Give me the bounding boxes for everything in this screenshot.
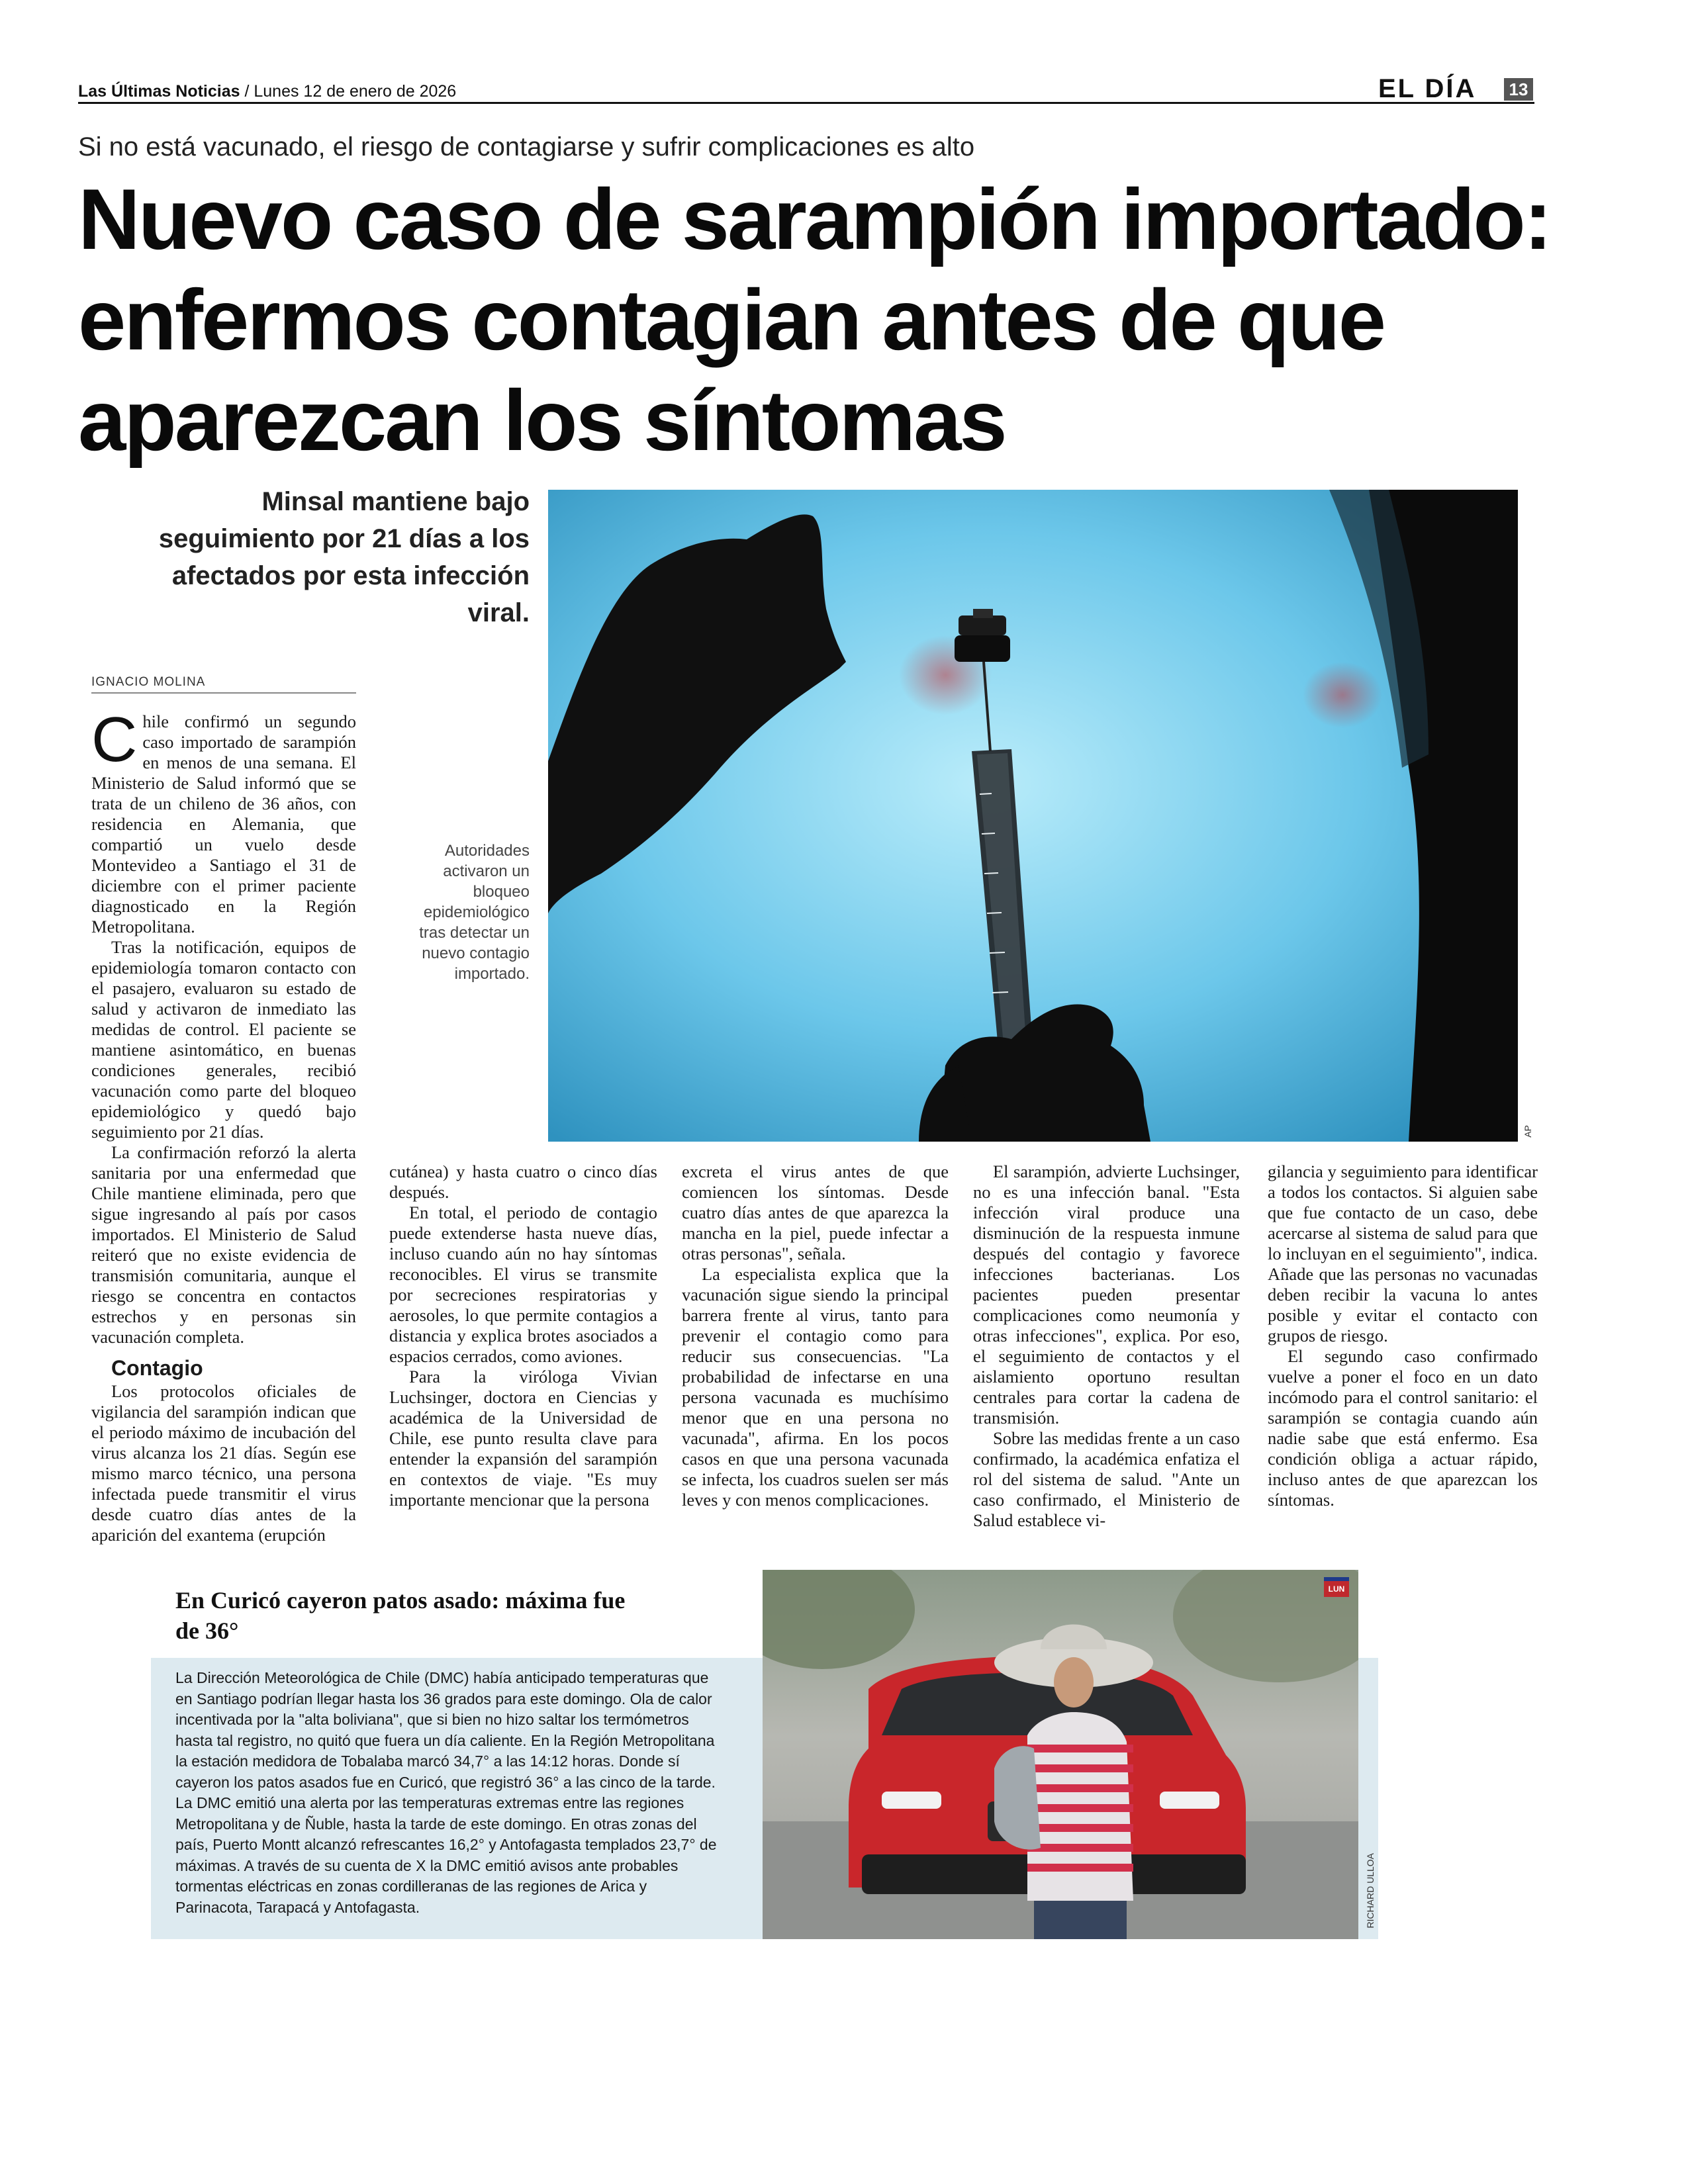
article-deck: Minsal mantiene bajo seguimiento por 21 días a los afectados por esta infección viral.: [158, 487, 530, 627]
page-number: 13: [1504, 78, 1533, 101]
headline-line: aparezcan los síntomas: [78, 372, 1006, 469]
article-column-3: [682, 1161, 949, 1510]
issue-date: / Lunes 12 de enero de 2026: [244, 82, 457, 101]
weather-body: La Dirección Meteorológica de Chile (DMC) había anticipado temperaturas que en Santiago podrían llegar hasta los 36 grados para este domingo. Ola de calor incentivada por la "alta boliviana", que si bien no hizo saltar los termómetros hasta tal registro, no quitó que fuera un día caliente. En la Región Metropolitana la estación medidora de Tobalaba marcó 34,7° a las 14:12 horas. Donde sí cayeron los patos asados fue en Curicó, que registró 36° a las cinco de la tarde. La DMC emitió una alerta por las temperaturas extremas entre las regiones Metropolitana y de Ñuble, hasta la tarde de este domingo. En otras zonas del país, Puerto Montt alcanzó refrescantes 16,2° y Antofagasta templados 23,7° de máximas. A través de su cuenta de X la DMC emitió avisos ante probables tormentas eléctricas en zonas cordilleranas de las regiones de Arica y Parinacota, Tarapacá y Antofagasta.: [175, 1669, 717, 1916]
woman-crossing-street-illustration: [763, 1570, 1358, 1939]
section-name: EL DÍA: [1378, 74, 1477, 103]
byline: IGNACIO MOLINA: [91, 675, 356, 694]
heat-photo: [763, 1570, 1358, 1939]
drop-cap: C: [91, 704, 138, 775]
article-paragraph: Chile confirmó un segundo caso importado de sarampión en menos de una semana. El Ministerio de Salud informó que se trata de un chileno de 36 años, con residencia en Alemania, que compartió un vuelo desde Montevideo a Santiago el 31 de diciembre con el primer paciente diagnosticado en la Región Metropolitana.: [91, 704, 356, 936]
photo-caption: Autoridades activaron un bloqueo epidemiológico tras detectar un nuevo contagio importado.: [419, 842, 530, 983]
article-column-2: [389, 1161, 657, 1510]
headline-line: Nuevo caso de sarampión importado:: [78, 171, 1551, 267]
syringe-silhouette-illustration: [548, 490, 1518, 1142]
header-rule: [78, 102, 1534, 104]
photo-credit: AP: [1523, 1125, 1533, 1138]
lun-logo-badge: LUN: [1324, 1577, 1349, 1597]
article-paragraph: Los protocolos oficiales de vigilancia del sarampión indican que el periodo máximo de incubación del virus alcanza los 21 días. Según ese mismo marco técnico, una persona infectada puede transmitir el virus desde cuatro días antes de la aparición del exantema (erupción: [91, 1381, 356, 1545]
article-column-4: [973, 1161, 1240, 1531]
vaccine-photo: [548, 490, 1518, 1142]
article-paragraph: Para la viróloga Vivian Luchsinger, doctora en Ciencias y académica de la Universidad de Chile, ese punto resulta clave para entender la expansión del sarampión en contextos de viaje. "Es muy importante mencionar que la persona: [389, 1367, 657, 1510]
article-paragraph: Sobre las medidas frente a un caso confirmado, la académica enfatiza el rol del sistema de salud. "Ante un caso confirmado, el Ministerio de Salud establece vi-: [973, 1428, 1240, 1530]
article-subhead: Contagio: [111, 1356, 203, 1380]
article-paragraph: La especialista explica que la vacunación sigue siendo la principal barrera frente al virus, tanto para prevenir el contagio como para reducir sus consecuencias. "La probabilidad de infectarse en una persona vacunada es muchísimo menor que en una persona no vacunada", afirma. En los pocos casos en que una persona vacunada se infecta, los cuadros suelen ser más leves y con menos complicaciones.: [682, 1264, 949, 1510]
photo-credit: RICHARD ULLOA: [1365, 1853, 1376, 1929]
article-paragraph: El segundo caso confirmado vuelve a poner el foco en un dato incómodo para el control sanitario: el sarampión se contagia cuando aún nadie sabe que está enfermo. Esa condición obliga a actuar rápido, incluso antes de que aparezcan los síntomas.: [1268, 1346, 1538, 1510]
article-kicker: Si no está vacunado, el riesgo de contagiarse y sufrir complicaciones es alto: [78, 132, 975, 161]
running-header: [78, 82, 456, 101]
article-paragraph: En total, el periodo de contagio puede extenderse hasta nueve días, incluso cuando aún no hay síntomas reconocibles. El virus se transmite por secreciones respiratorias y aerosoles, lo que permite contagios a distancia y explica brotes asociados a espacios cerrados, como aviones.: [389, 1203, 657, 1366]
article-paragraph: cutánea) y hasta cuatro o cinco días después.: [389, 1161, 657, 1202]
article-headline: [78, 169, 1601, 471]
publication-name: Las Últimas Noticias: [78, 82, 240, 101]
article-paragraph: La confirmación reforzó la alerta sanitaria por una enfermedad que Chile mantiene eliminada, pero que sigue ingresando al país por casos importados. El Ministerio de Salud reiteró que no existe evidencia de transmisión comunitaria, aunque el riesgo se concentra en contactos estrechos y en personas sin vacunación completa.: [91, 1142, 356, 1347]
article-column-5: [1268, 1161, 1538, 1510]
headline-line: enfermos contagian antes de que: [78, 271, 1385, 368]
article-paragraph: Tras la notificación, equipos de epidemiología tomaron contacto con el pasajero, evaluaron su estado de salud y activaron de inmediato las medidas de control. El paciente se mantiene asintomático, en buenas condiciones generales, recibió vacunación como parte del bloqueo epidemiológico y quedó bajo seguimiento por 21 días.: [91, 937, 356, 1142]
weather-headline: En Curicó cayeron patos asado: máxima fue de 36°: [175, 1587, 626, 1644]
article-paragraph: El sarampión, advierte Luchsinger, no es una infección banal. "Esta infección viral produce una disminución de la respuesta inmune después del contagio y favorece infecciones bacterianas. Los pacientes pueden presentar complicaciones como neumonía y otras infecciones", explica. Por eso, el seguimiento de contactos y el aislamiento oportuno resultan centrales para cortar la cadena de transmisión.: [973, 1161, 1240, 1428]
article-column-1: [91, 704, 356, 1545]
article-paragraph: gilancia y seguimiento para identificar a todos los contactos. Si alguien sabe que fue contacto de un caso, debe acercarse al sistema de salud para que lo incluyan en el seguimiento", indica. Añade que las personas no vacunadas deben recibir la vacuna lo antes posible y evitar el contacto con grupos de riesgo.: [1268, 1161, 1538, 1345]
article-paragraph: excreta el virus antes de que comiencen los síntomas. Desde cuatro días antes de que aparezca la mancha en la piel, puede infectar a otras personas", señala.: [682, 1161, 949, 1263]
